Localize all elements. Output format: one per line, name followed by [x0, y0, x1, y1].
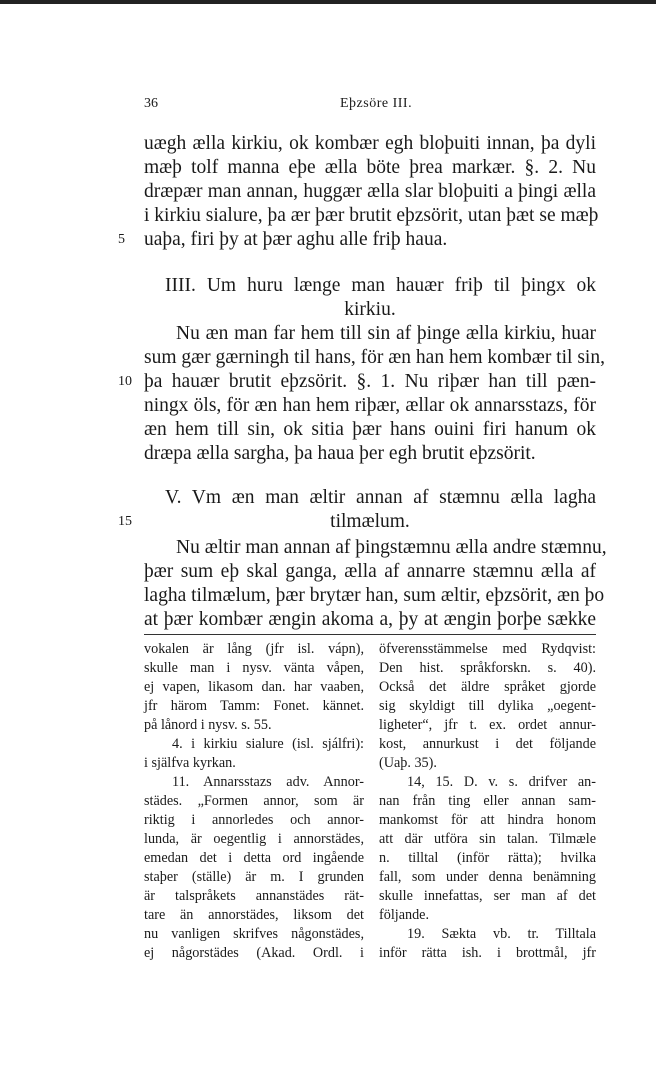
running-title: Eþzsöre III.	[340, 96, 413, 111]
note-line: riktig i annorledes och annor-	[144, 812, 364, 828]
note-line: inför rätta ish. i brottmål, jfr	[379, 945, 596, 961]
note-line: (Uaþ. 35).	[379, 755, 437, 771]
note-line: att där utföra sin talan. Tilmæle	[379, 831, 596, 847]
text-line: uægh ælla kirkiu, ok kombær egh bloþuiti innan, þa dyli	[144, 133, 596, 154]
text-line: dræpær man annan, huggær ælla slar bloþuiti a þingi ælla	[144, 181, 596, 202]
note-line: 19. Sækta vb. tr. Tilltala	[407, 926, 596, 942]
note-line: mankomst för att hindra honom	[379, 812, 596, 828]
note-line: skulle man i nysv. vänta våpen,	[144, 660, 364, 676]
note-line: staþer (ställe) är m. I grunden	[144, 869, 364, 885]
note-line: vokalen är lång (jfr isl. vápn),	[144, 641, 364, 657]
text-line: mæþ tolf manna eþe ælla böte þrea markær. §. 2. Nu	[144, 157, 596, 178]
note-line: 14, 15. D. v. s. drifver an-	[407, 774, 596, 790]
note-line: ligheter“, jfr t. ex. ordet annur-	[379, 717, 596, 733]
note-line: lunda, är oegentlig i annorstädes,	[144, 831, 364, 847]
section-heading-5-cont: tilmælum.	[330, 511, 410, 532]
scan-edge-rule	[0, 0, 656, 4]
text-line: æn hem till sin, ok sitia þær hans ouini firi hanum ok	[144, 419, 596, 440]
notes-divider	[144, 634, 596, 635]
section-heading-4: IIII. Um huru længe man hauær friþ til þingx ok	[165, 275, 596, 296]
text-line: lagha tilmælum, þær brytær han, sum æltir, eþzsörit, æn þo	[144, 585, 605, 606]
notes-left-column	[144, 640, 364, 963]
note-line: fall, som under denna benämning	[379, 869, 596, 885]
line-number: 15	[118, 514, 132, 529]
line-number: 10	[118, 374, 132, 389]
note-line: skulle innefattas, ser man af det	[379, 888, 596, 904]
note-line: ej vapen, likasom dan. har vaaben,	[144, 679, 364, 695]
text-line: i kirkiu sialure, þa ær þær brutit eþzsörit, utan þæt se mæþ	[144, 205, 599, 226]
text-line: uaþa, firi þy at þær aghu alle friþ haua.	[144, 229, 448, 250]
text-line: Nu æltir man annan af þingstæmnu ælla andre stæmnu,	[176, 537, 607, 558]
section-heading-5: V. Vm æn man æltir annan af stæmnu ælla lagha	[165, 487, 596, 508]
note-line: städes. „Formen annor, som är	[144, 793, 364, 809]
note-line: emedan det i detta ord ingående	[144, 850, 364, 866]
text-line: Nu æn man far hem till sin af þinge ælla kirkiu, huar	[176, 323, 596, 344]
note-line: nu vanligen skrifves någonstädes,	[144, 926, 364, 942]
note-line: 11. Annarsstazs adv. Annor-	[172, 774, 364, 790]
note-line: Den hist. språkforskn. s. 40).	[379, 660, 596, 676]
note-line: tare än annorstädes, liksom det	[144, 907, 364, 923]
note-line: 4. i kirkiu sialure (isl. sjálfri):	[172, 736, 364, 752]
notes-right-column	[379, 640, 596, 963]
note-line: är talspråkets annanstädes rät-	[144, 888, 364, 904]
note-line: Också det äldre språket gjorde	[379, 679, 596, 695]
note-line: nan från ting eller annan sam-	[379, 793, 596, 809]
text-line: at þær kombær ængin akoma a, þy at ængin þorþe sække	[144, 609, 596, 630]
text-line: dræpa ælla sargha, þa haua þer egh brutit eþzsörit.	[144, 443, 536, 464]
note-line: kost, annurkust i det följande	[379, 736, 596, 752]
text-line: þær sum eþ skal ganga, ælla af annarre stæmnu ælla af	[144, 561, 596, 582]
text-line: sum gær gærningh til hans, för æn han hem kombær til sin,	[144, 347, 605, 368]
note-line: sig skyldigt till dylika „oegent-	[379, 698, 596, 714]
page-number: 36	[144, 96, 158, 111]
section-heading-4-cont: kirkiu.	[344, 299, 396, 320]
note-line: i själfva kyrkan.	[144, 755, 236, 771]
line-number: 5	[118, 232, 125, 247]
text-line: þa hauær brutit eþzsörit. §. 1. Nu riþær han till pæn-	[144, 371, 596, 392]
note-line: på lånord i nysv. s. 55.	[144, 717, 272, 733]
note-line: ej någorstädes (Akad. Ordl. i	[144, 945, 364, 961]
note-line: följande.	[379, 907, 430, 923]
note-line: n. tilltal (inför rätta); hvilka	[379, 850, 596, 866]
note-line: öfverensstämmelse med Rydqvist:	[379, 641, 596, 657]
text-line: ningx öls, för æn han hem riþær, ællar ok annarsstazs, för	[144, 395, 596, 416]
note-line: jfr härom Tamm: Fonet. kännet.	[144, 698, 364, 714]
